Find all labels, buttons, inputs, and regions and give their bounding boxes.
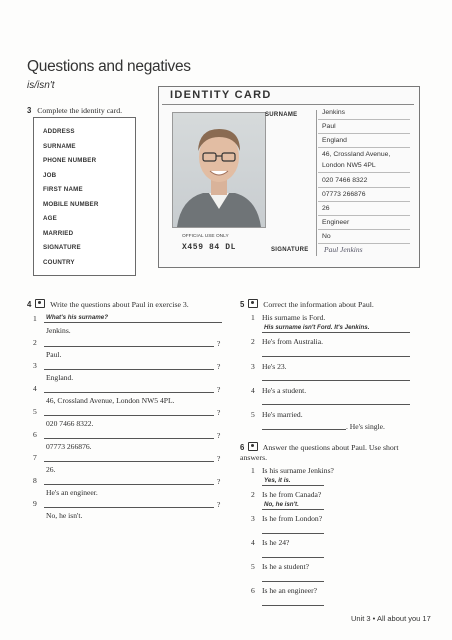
answer-line[interactable]: [44, 346, 214, 347]
exercise-6-instruction: 6 Answer the questions about Paul. Use short answers.: [240, 443, 399, 462]
exercise-4-instruction: 4 Write the questions about Paul in exercise 3.: [27, 300, 189, 309]
answer-line[interactable]: [262, 380, 410, 381]
field-label: COUNTRY: [43, 259, 75, 266]
card-value: Jenkins: [322, 109, 346, 116]
answer-line[interactable]: [44, 415, 214, 416]
written-answer: His surname isn't Ford. It's Jenkins.: [264, 324, 370, 331]
written-answer: What's his surname?: [46, 314, 108, 321]
workbook-page: Questions and negatives is/isn't 3 Complete the identity card. ADDRESS SURNAME PHONE NUMBER JOB FIRST NAME MOBILE NUMBER AGE MARRIED SIGNATURE COUNTRY IDENTITY CARD OFFICIAL USE ONLY X459 84 DL SURNAME SIGNATURE Jenkins Paul England 46, Crossland Avenue, London NW5 4PL 020 7466 8322 07773 266876 26 Engineer No Paul Jenkins 4 Write the questions about Paul in exercise 3. 1 What's his surname? Jenkins. 2 ? Paul. 3 ? England. 4 ? 46, Crossland Avenue, London NW5 4PL. 5 ? 020 7466 8322. 6 ? 07773 266876. 7 ? 26. 8 ? He's an engineer. 9 ? No, he isn't. 5 Correct the information about Paul. 1 His surname is Ford. His surname isn't Ford. It's Jenkins. 2 He's from Australia. 3 He's 23. 4 He's a student. 5 He's married. . He's single. 6 Answer the questions about Paul. Use short answers. 1 Is his surname Jenkins? Yes, it is. 2 Is he from Canada? No, he isn't. 3 Is he from London? 4 Is he 24? 5 Is he a student? 6 Is he an engineer? Unit 3 • All about you 17: [0, 0, 452, 640]
field-label: SIGNATURE: [43, 244, 81, 251]
field-label: AGE: [43, 215, 58, 222]
answer-line[interactable]: [262, 581, 324, 582]
card-value: 07773 266876: [322, 191, 366, 198]
page-footer: Unit 3 • All about you 17: [351, 614, 431, 623]
written-answer: No, he isn't.: [264, 501, 299, 508]
section-title: Questions and negatives: [27, 58, 191, 75]
card-value: No: [322, 233, 331, 240]
answer-line[interactable]: [44, 438, 214, 439]
card-value: 26: [322, 205, 330, 212]
field-label: PHONE NUMBER: [43, 157, 97, 164]
answer-line[interactable]: [44, 369, 214, 370]
card-value: 020 7466 8322: [322, 177, 368, 184]
answer-line[interactable]: [262, 557, 324, 558]
field-label: MARRIED: [43, 230, 74, 237]
field-list-box: [33, 117, 136, 276]
answer-line[interactable]: [44, 392, 214, 393]
portrait-photo: [172, 112, 266, 228]
field-label: SURNAME: [43, 143, 76, 150]
id-number: X459 84 DL: [182, 243, 237, 252]
answer-line[interactable]: [262, 605, 324, 606]
exercise-5-instruction: 5 Correct the information about Paul.: [240, 300, 374, 309]
writing-icon: [248, 299, 258, 308]
exercise-3-instruction: [27, 106, 122, 115]
answer-line[interactable]: [44, 484, 214, 485]
field-label: ADDRESS: [43, 128, 75, 135]
card-value: 46, Crossland Avenue,: [322, 151, 391, 158]
field-label: MOBILE NUMBER: [43, 201, 99, 208]
writing-icon: [35, 299, 45, 308]
signature-label: SIGNATURE: [271, 247, 309, 253]
field-label: FIRST NAME: [43, 186, 83, 193]
answer-line[interactable]: [262, 485, 324, 486]
field-label: JOB: [43, 172, 57, 179]
answer-line[interactable]: [262, 509, 324, 510]
section-subtitle: is/isn't: [27, 80, 55, 91]
card-column-divider: [316, 110, 317, 256]
answer-line[interactable]: [262, 356, 410, 357]
man-portrait-icon: [173, 113, 265, 227]
answer-line[interactable]: [262, 332, 410, 333]
answer-line[interactable]: [44, 461, 214, 462]
exercise-number: 3: [27, 106, 32, 115]
answer-line[interactable]: [262, 404, 410, 405]
answer-line[interactable]: [44, 507, 214, 508]
answer-line[interactable]: [262, 429, 346, 430]
answer-line[interactable]: [44, 322, 222, 323]
writing-icon: [248, 442, 258, 451]
surname-label: SURNAME: [265, 112, 298, 118]
card-value: Paul: [322, 123, 336, 130]
answer-line[interactable]: [262, 533, 324, 534]
written-answer: Yes, it is.: [264, 477, 291, 484]
card-title: IDENTITY CARD: [170, 89, 272, 101]
card-value: Engineer: [322, 219, 350, 226]
official-use-label: OFFICIAL USE ONLY: [182, 234, 229, 239]
card-value: London NW5 4PL: [322, 162, 376, 169]
instruction-text: Complete the identity card.: [37, 106, 123, 115]
card-signature: Paul Jenkins: [324, 245, 363, 254]
card-divider: [162, 104, 414, 105]
card-value: England: [322, 137, 347, 144]
